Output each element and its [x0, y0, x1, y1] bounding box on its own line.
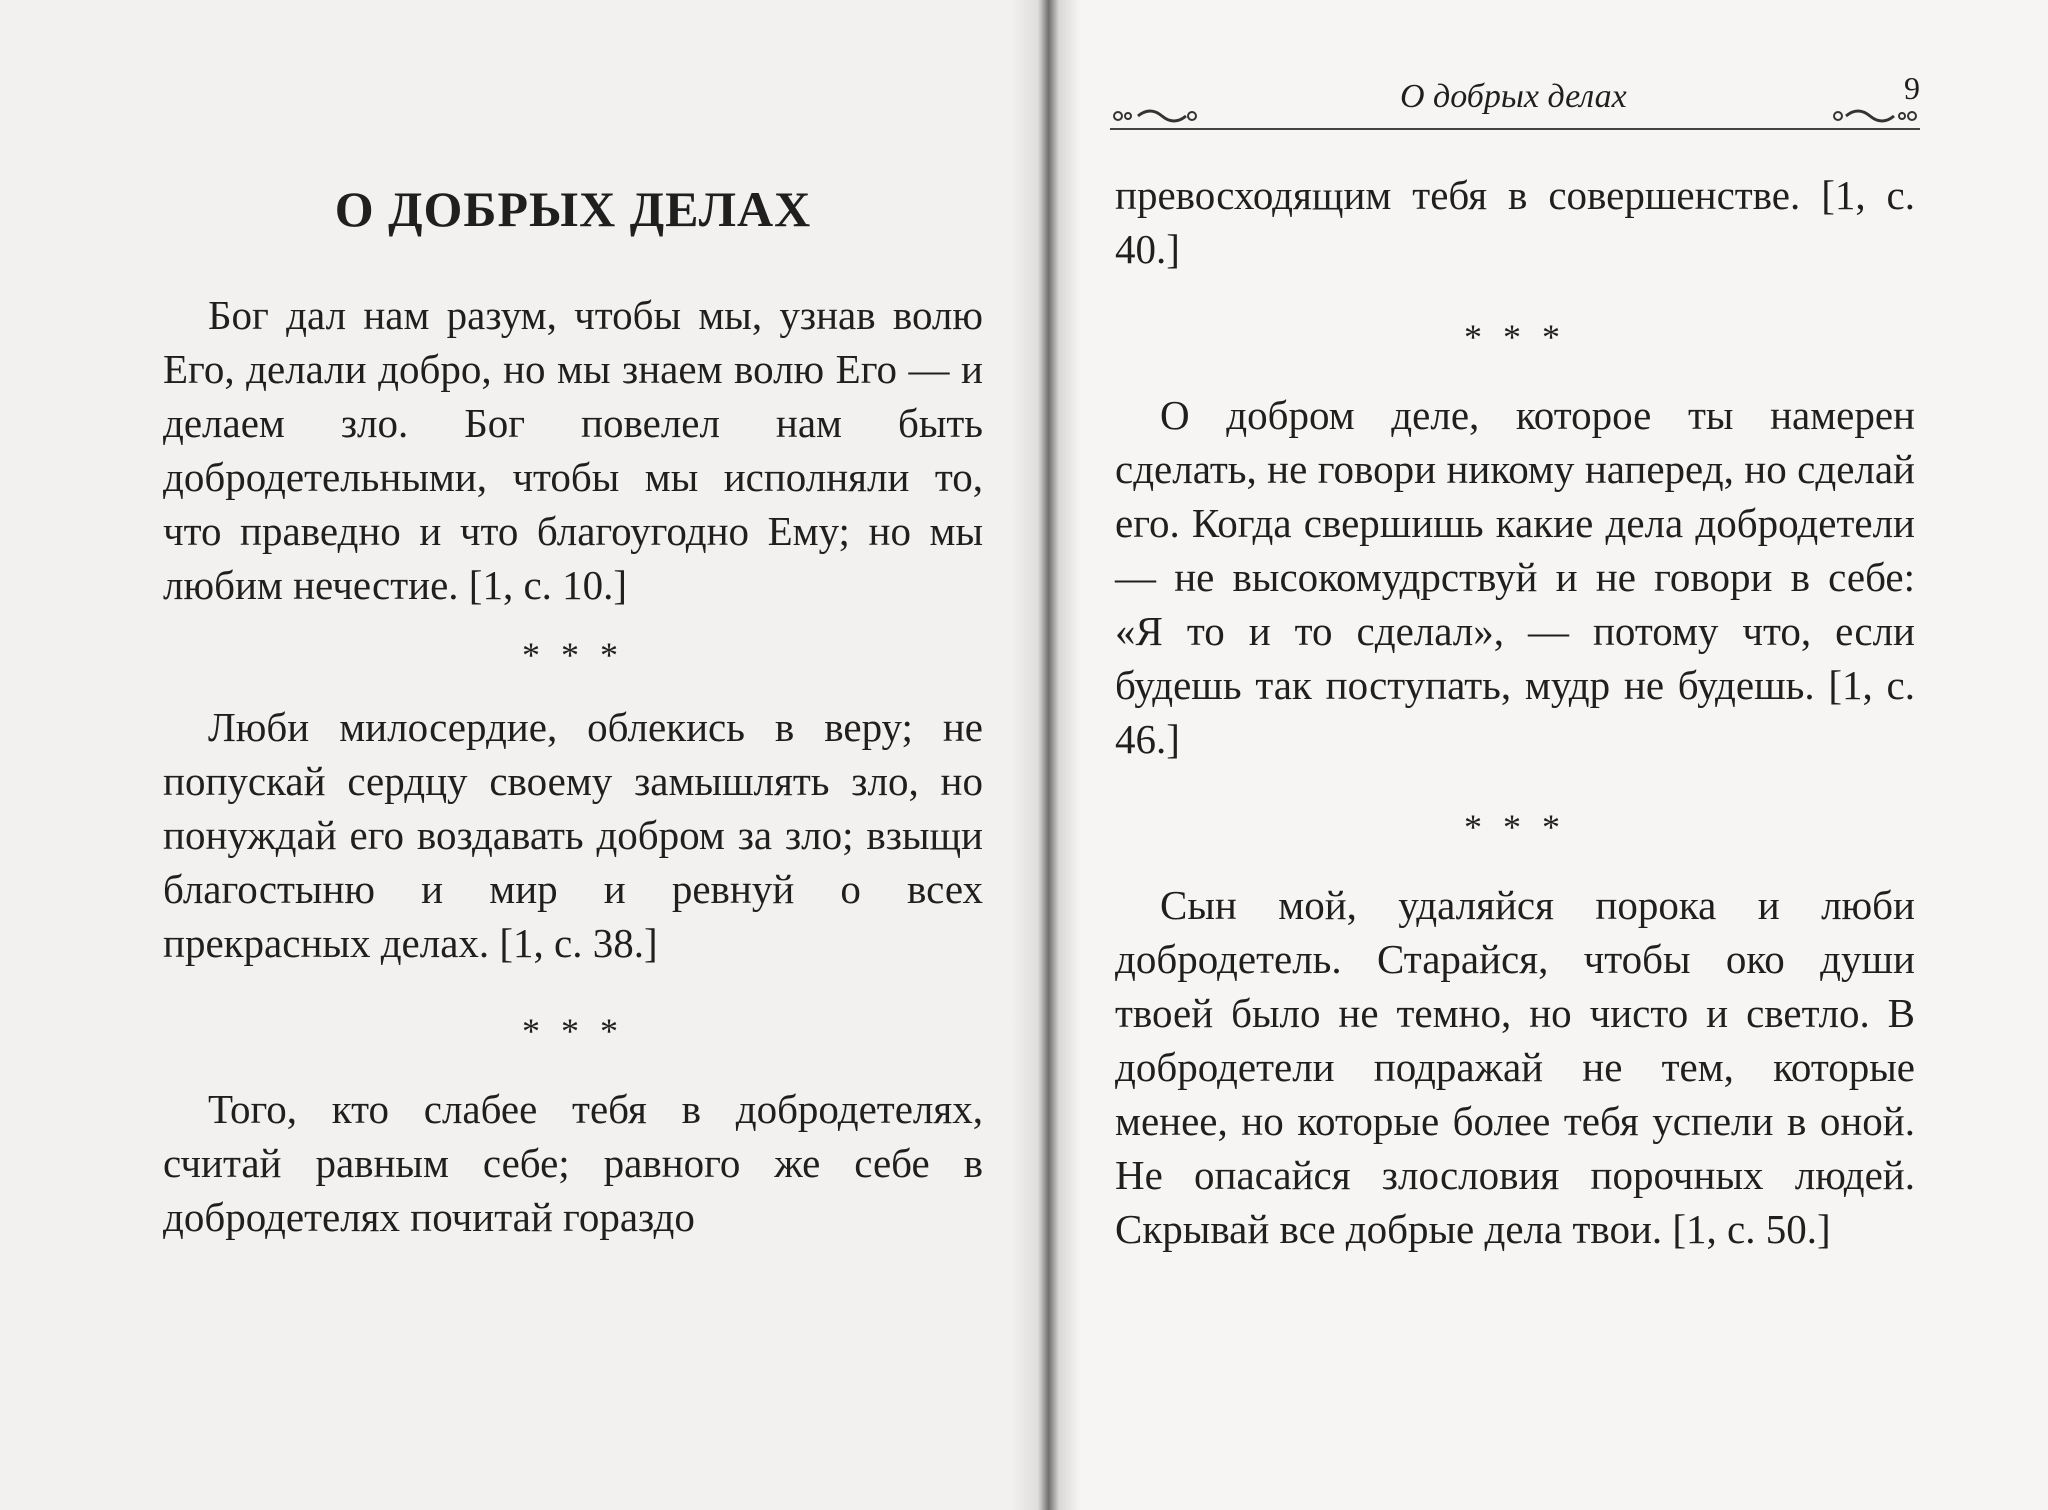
running-title: О добрых делах [1400, 78, 1627, 115]
paragraph: Того, кто слабее тебя в добродетелях, считай равным себе; равного же себе в добродетелях почитай гораздо [163, 1086, 983, 1240]
ornament-left-icon [1110, 104, 1200, 129]
book-gutter [1010, 0, 1080, 1510]
left-page-text [163, 180, 983, 1244]
paragraph: Бог дал нам разум, чтобы мы, узнав волю Его, делали добро, но мы знаем волю Его — и делаем зло. Бог повелел нам быть добродетельными, чтобы мы исполняли то, что праведно и что благоугодно Ему; но мы любим нечестие. [1, с. 10.] [163, 292, 983, 608]
paragraph: Люби милосердие, облекись в веру; не попускай сердцу своему замышлять зло, но понуждай его воздавать добром за зло; взыщи благостыню и мир и ревнуй о всех прекрасных делах. [1, с. 38.] [163, 704, 983, 966]
section-separator: * * * [1464, 317, 1566, 357]
ornament-right-icon [1830, 104, 1920, 129]
paragraph: Сын мой, удаляйся порока и люби добродетель. Старайся, чтобы око души твоей было не темно, но чисто и светло. В добродетели подражай не тем, которые менее, но которые более тебя успели в оной. Не опасайся злословия порочных людей. Скрывай все добрые дела твои. [1, с. 50.] [1115, 882, 1915, 1252]
section-separator: * * * [522, 1011, 624, 1051]
section-separator: * * * [1464, 807, 1566, 847]
section-separator: * * * [522, 635, 624, 675]
right-page-text [1115, 168, 1915, 1256]
paragraph: О добром деле, которое ты намерен сделать, не говори никому наперед, но сделай его. Когда свершишь какие дела добродетели — не высокомудрствуй и не говори в себе: «Я то и то сделал», — потому что, если будешь так поступать, мудр не будешь. [1, с. 46.] [1115, 392, 1915, 762]
running-header [1110, 70, 1920, 130]
chapter-title: О ДОБРЫХ ДЕЛАХ [334, 181, 812, 237]
page-number: 9 [1904, 70, 1920, 106]
paragraph: превосходящим тебя в совершенстве. [1, с. 40.] [1115, 172, 1915, 272]
